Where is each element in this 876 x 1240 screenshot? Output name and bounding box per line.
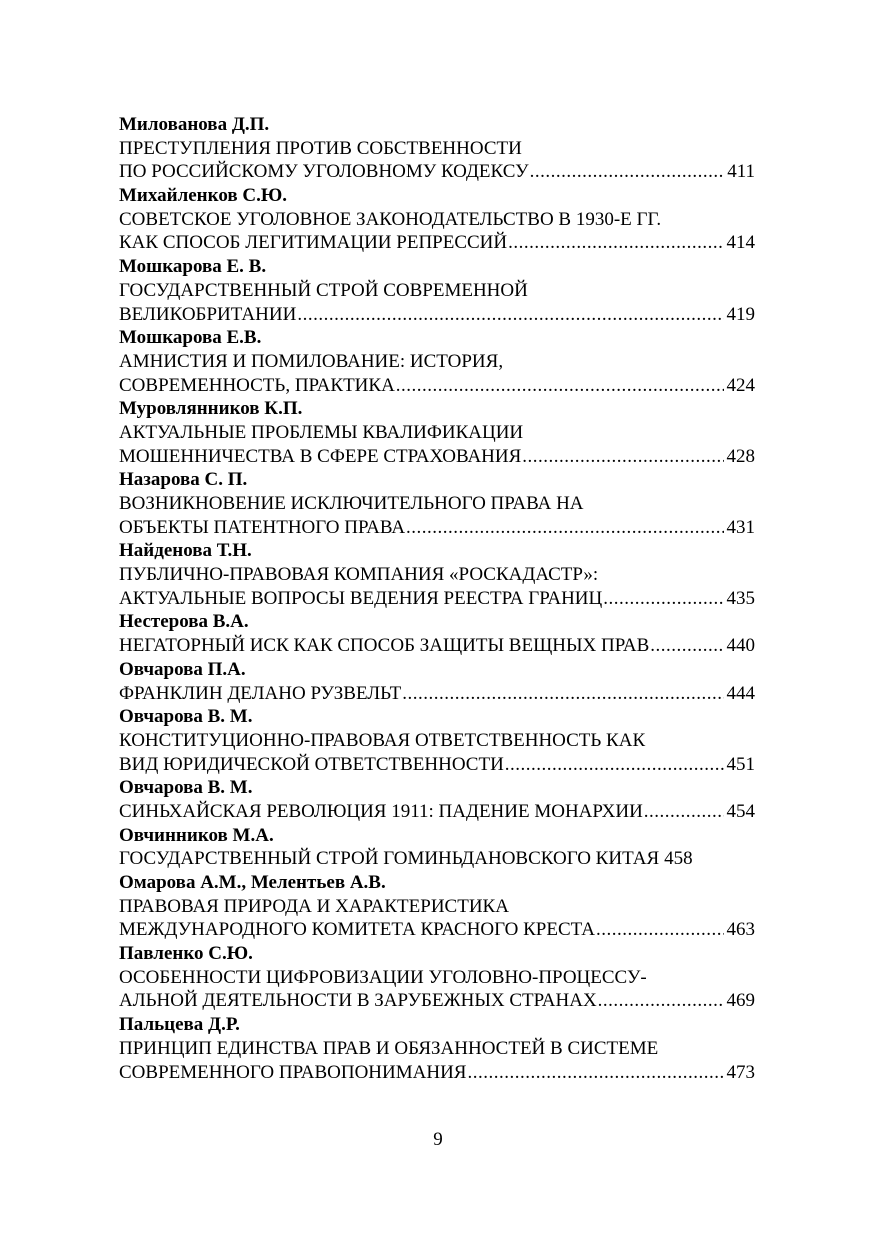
entry-title-last-line: [119, 516, 755, 540]
toc-entry: [119, 113, 755, 184]
entry-page-number: 444: [726, 682, 755, 704]
entry-title-last-line: [119, 800, 755, 824]
entry-title-line: ПРЕСТУПЛЕНИЯ ПРОТИВ СОБСТВЕННОСТИ: [119, 137, 522, 159]
entry-title-line: ПРАВОВАЯ ПРИРОДА И ХАРАКТЕРИСТИКА: [119, 895, 509, 917]
entry-author: Мошкарова Е. В.: [119, 256, 267, 278]
entry-title-last-line: [119, 374, 755, 398]
toc-entry: [119, 1013, 755, 1084]
entry-title-last-line: [119, 634, 755, 658]
dot-leader: [297, 303, 723, 327]
entry-title-text: НЕГАТОРНЫЙ ИСК КАК СПОСОБ ЗАЩИТЫ ВЕЩНЫХ ПРАВ: [119, 635, 650, 657]
toc-entry: [119, 184, 755, 255]
entry-title-text: СОВРЕМЕННОСТЬ, ПРАКТИКА: [119, 374, 395, 396]
entry-author: Овчарова В. М.: [119, 706, 253, 728]
toc-entry: [119, 397, 755, 468]
toc-entry: [119, 705, 755, 776]
entry-title-text: СОВРЕМЕННОГО ПРАВОПОНИМАНИЯ: [119, 1061, 467, 1083]
table-of-contents: [119, 113, 755, 1084]
toc-entry: [119, 942, 755, 1013]
dot-leader: [603, 587, 723, 611]
dot-leader: [650, 634, 723, 658]
dot-leader: [402, 682, 723, 706]
entry-author: Омарова А.М., Мелентьев А.В.: [119, 872, 386, 893]
entry-author: Нестерова В.А.: [119, 611, 249, 633]
toc-entry: [119, 255, 755, 326]
entry-page-number: 440: [726, 635, 755, 657]
dot-leader: [522, 445, 723, 469]
entry-title-text: МЕЖДУНАРОДНОГО КОМИТЕТА КРАСНОГО КРЕСТА: [119, 919, 596, 941]
entry-title-last-line: [119, 445, 755, 469]
toc-entry: [119, 871, 755, 942]
entry-author: Найденова Т.Н.: [119, 540, 252, 562]
entry-author: Михайленков С.Ю.: [119, 185, 287, 207]
entry-title-line: СОВЕТСКОЕ УГОЛОВНОЕ ЗАКОНОДАТЕЛЬСТВО В 1930-Е ГГ.: [119, 208, 662, 230]
dot-leader: [467, 1061, 723, 1085]
entry-author: Овчинников М.А.: [119, 824, 274, 846]
toc-entry: [119, 824, 755, 871]
entry-title-text: МОШЕННИЧЕСТВА В СФЕРЕ СТРАХОВАНИЯ: [119, 445, 522, 467]
dot-leader: [508, 231, 723, 255]
entry-title-last-line: [119, 1061, 755, 1085]
entry-page-number: 469: [726, 990, 755, 1012]
entry-page-number: 451: [726, 753, 755, 775]
entry-title-last-line: [119, 587, 755, 611]
entry-title-text: ФРАНКЛИН ДЕЛАНО РУЗВЕЛЬТ: [119, 682, 402, 704]
dot-leader: [406, 516, 723, 540]
toc-entry: [119, 539, 755, 610]
dot-leader: [644, 800, 724, 824]
entry-page-number: 431: [726, 516, 755, 538]
entry-title-line: ПУБЛИЧНО-ПРАВОВАЯ КОМПАНИЯ «РОСКАДАСТР»:: [119, 564, 599, 586]
entry-page-number: 419: [726, 303, 755, 325]
entry-page-number: 428: [726, 445, 755, 467]
entry-title-line: ОСОБЕННОСТИ ЦИФРОВИЗАЦИИ УГОЛОВНО-ПРОЦЕССУ-: [119, 966, 647, 988]
entry-title-text: ОБЪЕКТЫ ПАТЕНТНОГО ПРАВА: [119, 516, 406, 538]
entry-title-last-line: [119, 989, 755, 1013]
entry-page-number: 458: [664, 848, 693, 870]
entry-title-last-line: [119, 160, 755, 184]
dot-leader: [530, 160, 725, 184]
entry-page-number: 411: [727, 161, 755, 183]
toc-entry: [119, 610, 755, 657]
entry-title-text: АКТУАЛЬНЫЕ ВОПРОСЫ ВЕДЕНИЯ РЕЕСТРА ГРАНИЦ: [119, 587, 603, 609]
entry-page-number: 435: [726, 587, 755, 609]
entry-title-last-line: [119, 918, 755, 942]
entry-title-line: ГОСУДАРСТВЕННЫЙ СТРОЙ СОВРЕМЕННОЙ: [119, 279, 528, 301]
entry-title-line: АКТУАЛЬНЫЕ ПРОБЛЕМЫ КВАЛИФИКАЦИИ: [119, 421, 524, 443]
dot-leader: [505, 753, 724, 777]
entry-title-text: ВЕЛИКОБРИТАНИИ: [119, 303, 297, 325]
entry-title-text: ПО РОССИЙСКОМУ УГОЛОВНОМУ КОДЕКСУ: [119, 161, 529, 183]
dot-leader: [598, 989, 724, 1013]
entry-title-last-line: [119, 303, 755, 327]
entry-author: Овчарова В. М.: [119, 777, 253, 799]
entry-title-line: АМНИСТИЯ И ПОМИЛОВАНИЕ: ИСТОРИЯ,: [119, 350, 504, 372]
entry-title-last-line: [119, 231, 755, 255]
entry-title-last-line: [119, 753, 755, 777]
entry-page-number: 454: [726, 800, 755, 822]
toc-entry: [119, 326, 755, 397]
entry-author: Мошкарова Е.В.: [119, 327, 262, 349]
entry-title-text: ГОСУДАРСТВЕННЫЙ СТРОЙ ГОМИНЬДАНОВСКОГО КИТАЯ: [119, 848, 660, 870]
entry-author: Павленко С.Ю.: [119, 943, 253, 965]
entry-title-text: ВИД ЮРИДИЧЕСКОЙ ОТВЕТСТВЕННОСТИ: [119, 753, 504, 775]
toc-entry: [119, 776, 755, 823]
toc-entry: [119, 468, 755, 539]
entry-title-text: КАК СПОСОБ ЛЕГИТИМАЦИИ РЕПРЕССИЙ: [119, 232, 508, 254]
entry-author: Овчарова П.А.: [119, 658, 246, 680]
entry-page-number: 473: [726, 1061, 755, 1083]
entry-title-last-line: [119, 847, 755, 871]
dot-leader: [396, 374, 724, 398]
toc-entry: [119, 658, 755, 705]
entry-title-text: СИНЬХАЙСКАЯ РЕВОЛЮЦИЯ 1911: ПАДЕНИЕ МОНАРХИИ: [119, 800, 643, 822]
entry-title-line: ВОЗНИКНОВЕНИЕ ИСКЛЮЧИТЕЛЬНОГО ПРАВА НА: [119, 493, 584, 514]
dot-leader: [596, 918, 723, 942]
entry-title-text: АЛЬНОЙ ДЕЯТЕЛЬНОСТИ В ЗАРУБЕЖНЫХ СТРАНАХ: [119, 990, 597, 1012]
entry-page-number: 414: [726, 232, 755, 254]
entry-author: Муровлянников К.П.: [119, 398, 303, 420]
entry-author: Пальцева Д.Р.: [119, 1014, 240, 1036]
entry-title-line: КОНСТИТУЦИОННО-ПРАВОВАЯ ОТВЕТСТВЕННОСТЬ КАК: [119, 729, 646, 751]
page-number: 9: [433, 1129, 443, 1150]
entry-page-number: 424: [726, 374, 755, 396]
entry-author: Назарова С. П.: [119, 469, 248, 491]
entry-title-last-line: [119, 682, 755, 706]
entry-author: Милованова Д.П.: [119, 114, 270, 135]
entry-title-line: ПРИНЦИП ЕДИНСТВА ПРАВ И ОБЯЗАННОСТЕЙ В СИСТЕМЕ: [119, 1037, 659, 1059]
entry-page-number: 463: [726, 919, 755, 941]
